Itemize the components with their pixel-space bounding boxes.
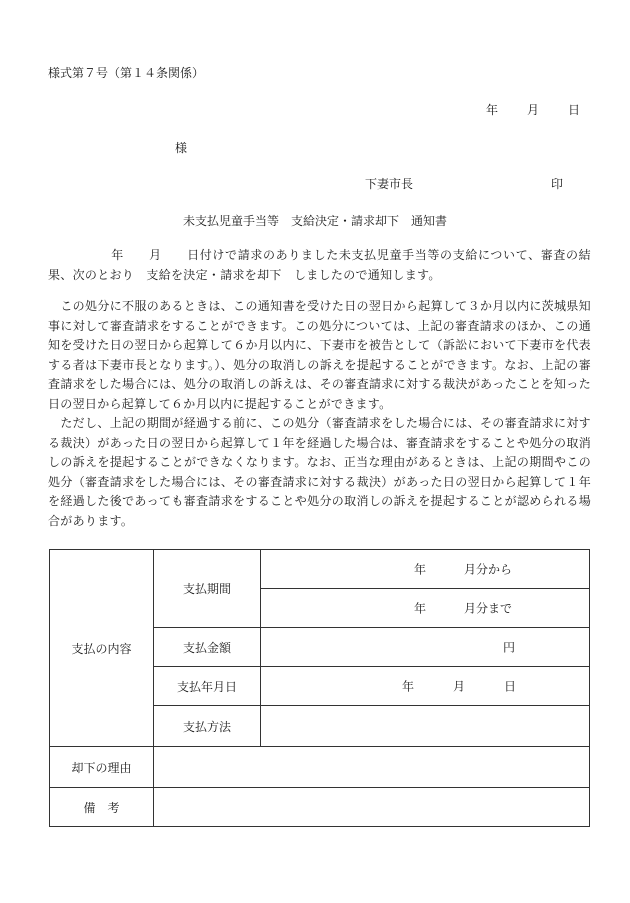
appeal-paragraph: この処分に不服のあるときは、この通知書を受けた日の翌日から起算して３か月以内に茨城県知事に対して審査請求をすることができます。この処分については、上記の審査請求のほか、この通知を受けた日の翌日から起算して６か月以内に、下妻市を被告として（訴訟において下妻市を代表する者は下妻市長となります。）、処分の取消しの訴えを提起することができます。なお、上記の審査請求をした場合には、処分の取消しの訴えは、その審査請求に対する裁決があったことを知った日の翌日から起算して６か月以内に提起することができます。: [48, 299, 591, 411]
remarks-label: 備 考: [50, 788, 154, 827]
period-from-cell[interactable]: [261, 550, 590, 589]
payment-date-month: 月: [453, 679, 466, 694]
period-to-cell[interactable]: [261, 589, 590, 628]
seal-mark: 印: [551, 177, 564, 191]
payment-date-label: 支払年月日: [154, 667, 261, 706]
issuer-name: 下妻市長: [365, 177, 414, 191]
payment-date-day: 日: [504, 679, 517, 694]
amount-cell[interactable]: [261, 628, 590, 667]
date-year: 年: [486, 103, 499, 117]
period-to-year: 年: [414, 601, 427, 616]
payment-detail-table: [49, 549, 590, 827]
date-month: 月: [527, 103, 540, 117]
payment-content-label: 支払の内容: [50, 550, 154, 747]
addressee-suffix: 様: [175, 141, 188, 155]
form-number: 様式第７号（第１４条関係）: [48, 66, 205, 80]
period-from-year: 年: [414, 562, 427, 577]
notice-paragraph: 年 月 日付けで請求のありました未支払児童手当等の支給について、審査の結果、次のとおり 支給を決定・請求を却下 しましたので通知します。: [48, 248, 591, 282]
payment-method-label: 支払方法: [154, 706, 261, 747]
document-title: 未支払児童手当等 支給決定・請求却下 通知書: [182, 214, 447, 228]
payment-method-cell[interactable]: [261, 706, 590, 747]
payment-date-cell[interactable]: [261, 667, 590, 706]
proviso-paragraph: ただし、上記の期間が経過する前に、この処分（審査請求をした場合には、その審査請求に対する裁決）があった日の翌日から起算して１年を経過した場合は、審査請求をすることや処分の取消しの訴えを提起することができなくなります。なお、正当な理由があるときは、上記の期間やこの処分（審査請求をした場合には、その審査請求に対する裁決）があった日の翌日から起算して１年を経過した後であっても審査請求をすることや処分の取消しの訴えを提起することが認められる場合があります。: [48, 416, 591, 528]
period-to-suffix: 月分まで: [464, 601, 513, 616]
amount-label: 支払金額: [154, 628, 261, 667]
remarks-cell[interactable]: [154, 788, 590, 827]
rejection-reason-cell[interactable]: [154, 747, 590, 788]
rejection-reason-label: 却下の理由: [50, 747, 154, 788]
issue-date: [486, 101, 580, 118]
payment-date-year: 年: [402, 679, 415, 694]
period-from-suffix: 月分から: [464, 562, 513, 577]
date-day: 日: [568, 103, 581, 117]
amount-unit: 円: [503, 640, 516, 655]
payment-period-label: 支払期間: [154, 550, 261, 628]
